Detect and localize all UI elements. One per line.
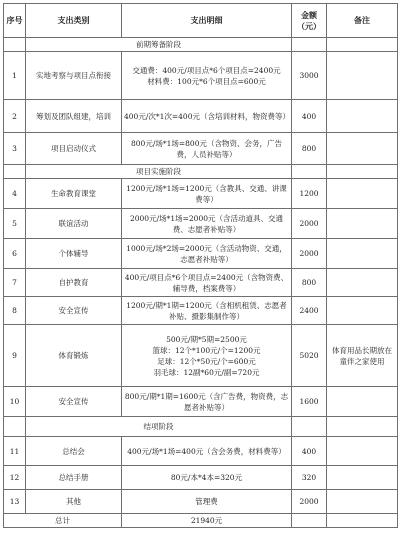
section-row xyxy=(4,165,398,179)
row-category: 项目启动仪式 xyxy=(26,133,122,165)
row-note xyxy=(327,466,398,490)
row-amount: 400 xyxy=(292,437,327,466)
row-amount: 5020 xyxy=(292,325,327,387)
row-no: 13 xyxy=(4,490,26,514)
row-no: 3 xyxy=(4,133,26,165)
row-no: 7 xyxy=(4,269,26,297)
total-row xyxy=(4,514,398,528)
row-amount: 3000 xyxy=(292,52,327,100)
row-detail: 1000元/场*2场=2000元（含活动物资、交通，志愿者补贴等） xyxy=(122,239,292,269)
row-category: 总结会 xyxy=(26,437,122,466)
row-note xyxy=(327,269,398,297)
table-row xyxy=(4,239,398,269)
table-row xyxy=(4,179,398,209)
row-category: 实地考察与项目点衔接 xyxy=(26,52,122,100)
row-amount: 800 xyxy=(292,269,327,297)
row-amount: 320 xyxy=(292,466,327,490)
row-detail: 400元/项目点*6个项目点=2400元（含物资费、辅导费，档案费等） xyxy=(122,269,292,297)
row-category: 联谊活动 xyxy=(26,209,122,239)
row-amount: 800 xyxy=(292,133,327,165)
row-detail: 400元/次*1次=400元（含培训材料，物资费等） xyxy=(122,100,292,133)
row-note xyxy=(327,239,398,269)
row-note xyxy=(327,437,398,466)
row-category: 体育锻炼 xyxy=(26,325,122,387)
row-category: 其他 xyxy=(26,490,122,514)
table-row xyxy=(4,490,398,514)
row-amount: 2400 xyxy=(292,297,327,325)
row-amount: 1200 xyxy=(292,179,327,209)
header-category: 支出类别 xyxy=(26,4,122,38)
table-row xyxy=(4,297,398,325)
row-note xyxy=(327,387,398,417)
row-no: 11 xyxy=(4,437,26,466)
row-no: 10 xyxy=(4,387,26,417)
row-detail: 80元/本*4本=320元 xyxy=(122,466,292,490)
row-detail: 1200元/期*1期=1200元（含相机租赁、志愿者补贴、摄影集制作等） xyxy=(122,297,292,325)
row-note xyxy=(327,490,398,514)
row-note xyxy=(327,133,398,165)
row-detail: 800元/期*1期=1600元（含广告费，物资费，志愿者补贴等） xyxy=(122,387,292,417)
row-detail: 500元/期*5期=2500元 篮球：12个*100元/个=1200元 足球：12个*50元/个=600元 羽毛球：12副*60元/副=720元 xyxy=(122,325,292,387)
row-amount: 2000 xyxy=(292,209,327,239)
row-no: 1 xyxy=(4,52,26,100)
row-note xyxy=(327,52,398,100)
row-detail: 800元/场*1场=800元（含物资、会务，广告费，人员补贴等） xyxy=(122,133,292,165)
row-detail: 交通费：400元/项目点*6个项目点=2400元 材料费：100元*6个项目点=600元 xyxy=(122,52,292,100)
row-no: 8 xyxy=(4,297,26,325)
row-category: 筹划及团队组建，培训 xyxy=(26,100,122,133)
row-note xyxy=(327,179,398,209)
header-no: 序号 xyxy=(4,4,26,38)
row-no: 2 xyxy=(4,100,26,133)
section-close: 结项阶段 xyxy=(26,417,292,437)
row-detail: 1200元/场*1场=1200元（含教具、交通、讲课费等） xyxy=(122,179,292,209)
budget-table xyxy=(3,3,398,528)
row-category: 安全宣传 xyxy=(26,387,122,417)
row-category: 总结手册 xyxy=(26,466,122,490)
section-impl: 项目实施阶段 xyxy=(26,165,292,179)
table-row xyxy=(4,466,398,490)
row-category: 安全宣传 xyxy=(26,297,122,325)
row-no: 4 xyxy=(4,179,26,209)
row-amount: 400 xyxy=(292,100,327,133)
total-label: 总计 xyxy=(4,514,122,528)
row-no: 9 xyxy=(4,325,26,387)
section-row xyxy=(4,38,398,52)
row-note: 体育用品长期放在童伴之家使用 xyxy=(327,325,398,387)
table-row xyxy=(4,133,398,165)
header-amount: 金额（元） xyxy=(292,4,327,38)
table-row xyxy=(4,269,398,297)
row-category: 个体辅导 xyxy=(26,239,122,269)
table-row xyxy=(4,325,398,387)
header-detail: 支出明细 xyxy=(122,4,292,38)
table-row xyxy=(4,100,398,133)
total-value: 21940元 xyxy=(122,514,292,528)
row-no: 5 xyxy=(4,209,26,239)
row-category: 自护教育 xyxy=(26,269,122,297)
row-note xyxy=(327,297,398,325)
section-prep: 前期筹备阶段 xyxy=(26,38,292,52)
row-amount: 1600 xyxy=(292,387,327,417)
section-row xyxy=(4,417,398,437)
row-detail: 2000元/场*1场=2000元（含活动道具、交通费、志愿者补贴等） xyxy=(122,209,292,239)
row-no: 6 xyxy=(4,239,26,269)
row-detail: 400元/场*1场=400元（含会务费，材料费等） xyxy=(122,437,292,466)
table-row xyxy=(4,209,398,239)
row-amount: 2000 xyxy=(292,239,327,269)
row-amount: 2000 xyxy=(292,490,327,514)
row-note xyxy=(327,100,398,133)
row-detail: 管理费 xyxy=(122,490,292,514)
table-row xyxy=(4,52,398,100)
header-row xyxy=(4,4,398,38)
row-note xyxy=(327,209,398,239)
table-row xyxy=(4,387,398,417)
row-no: 12 xyxy=(4,466,26,490)
row-category: 生命教育课堂 xyxy=(26,179,122,209)
table-row xyxy=(4,437,398,466)
header-note: 备注 xyxy=(327,4,398,38)
